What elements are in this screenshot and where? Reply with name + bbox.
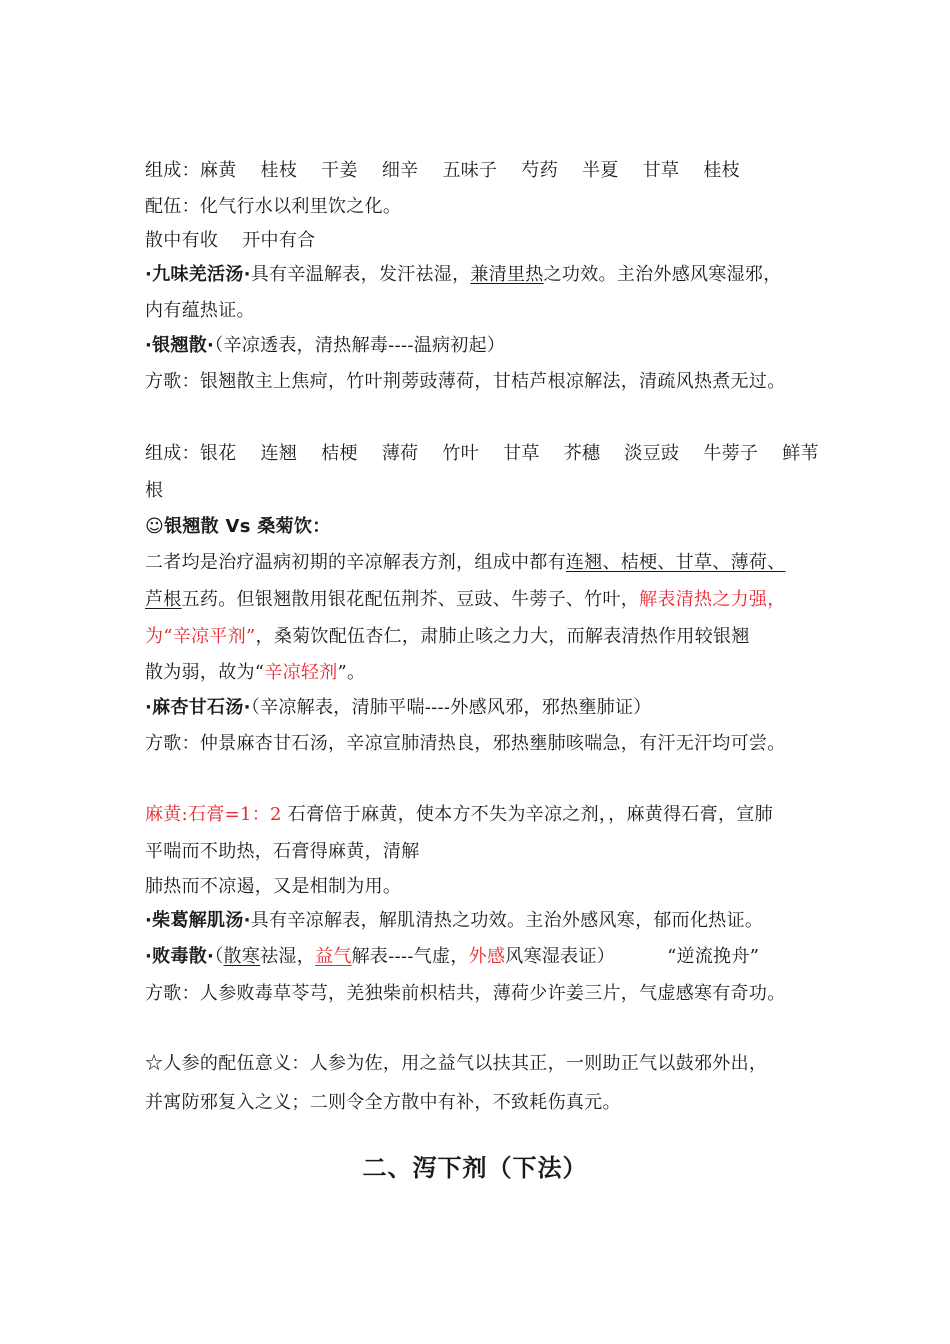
yinqiao-song: 方歌：银翘散主上焦疴，竹叶荆蒡豉薄荷，甘桔芦根凉解法，清疏风热煮无过。 bbox=[145, 371, 786, 392]
herb: 桔梗 bbox=[321, 443, 358, 464]
comparison-line-2 bbox=[145, 587, 825, 613]
baidu-song: 方歌：人参败毒草苓芎，羌独柴前枳桔共，薄荷少许姜三片，气虚感寒有奇功。 bbox=[145, 983, 786, 1004]
text: 具有辛温解表，发汗祛湿， bbox=[250, 264, 471, 285]
text: 具有辛凉解表，解肌清热之功效。主治外感风寒，郁而化热证。 bbox=[250, 910, 764, 931]
text: 五药。但银翘散用银花配伍荆芥、豆豉、牛蒡子、竹叶， bbox=[181, 589, 640, 610]
formula-title-yinqiao: ·银翘散· bbox=[145, 335, 215, 356]
ratio-line-3: 肺热而不凉遏，又是相制为用。 bbox=[145, 876, 402, 897]
text: 散为弱，故为“ bbox=[145, 662, 265, 683]
text: 石膏倍于麻黄，使本方不失为辛凉之剂，，麻黄得石膏，宣肺 bbox=[281, 804, 773, 825]
principle-a: 散中有收 bbox=[145, 230, 219, 251]
highlight-text: 辛凉轻剂 bbox=[264, 662, 338, 683]
maxing-song: 方歌：仲景麻杏甘石汤，辛凉宣肺清热良，邪热壅肺咳喘急，有汗无汗均可尝。 bbox=[145, 733, 786, 754]
formula-title-maxing: ·麻杏甘石汤· bbox=[145, 697, 251, 718]
text: ，桑菊饮配伍杏仁，肃肺止咳之力大，而解表清热作用较银翘 bbox=[255, 626, 750, 647]
herb: 芍药 bbox=[521, 160, 558, 181]
herb: 干姜 bbox=[321, 160, 358, 181]
text: 祛湿， bbox=[260, 946, 316, 967]
herb: 薄荷 bbox=[381, 443, 419, 464]
comparison-heading: ☺银翘散 Vs 桑菊饮： bbox=[145, 516, 331, 537]
comparison-line-3 bbox=[145, 624, 825, 650]
highlight-text: 解表清热之力强， bbox=[639, 589, 786, 610]
formula-title-jiuwei: ·九味羌活汤· bbox=[145, 264, 251, 285]
text: （辛凉解表，清肺平喘----外感风邪，邪热壅肺证） bbox=[250, 697, 652, 718]
formula-title-baidu: ·败毒散· bbox=[145, 946, 215, 967]
ratio-line-2: 平喘而不助热，石膏得麻黄，清解 bbox=[145, 841, 420, 862]
herb: 甘草 bbox=[503, 443, 540, 464]
herb: 半夏 bbox=[582, 160, 619, 181]
comparison-line-1 bbox=[145, 550, 825, 576]
composition-line-1 bbox=[145, 158, 825, 184]
underlined-text: 兼清里热 bbox=[470, 264, 544, 285]
ginseng-line-2: 并寓防邪复入之义；二则令全方散中有补，不致耗伤真元。 bbox=[145, 1092, 621, 1113]
herb: 淡豆豉 bbox=[624, 443, 680, 464]
principle-line bbox=[145, 228, 825, 254]
ratio-line bbox=[145, 802, 825, 828]
principle-b: 开中有合 bbox=[242, 230, 316, 251]
yinqiao-line bbox=[145, 333, 825, 359]
ratio-text: 麻黄:石膏=1：2 bbox=[145, 804, 282, 825]
herb: 五味子 bbox=[442, 160, 498, 181]
text: 之功效。主治外感风寒湿邪， bbox=[543, 264, 782, 285]
maxing-line bbox=[145, 695, 825, 721]
composition-line-2 bbox=[145, 441, 825, 467]
compatibility-line: 配伍：化气行水以利里饮之化。 bbox=[145, 196, 402, 217]
text: 解表----气虚， bbox=[351, 946, 469, 967]
herb: 牛蒡子 bbox=[703, 443, 759, 464]
underlined-text: 连翘、桔梗、甘草、薄荷、 bbox=[565, 552, 786, 573]
jiuwei-line-2: 内有蕴热证。 bbox=[145, 300, 255, 321]
text: （ bbox=[214, 946, 224, 967]
text: 风寒湿表证） bbox=[505, 946, 616, 967]
herb: 芥穗 bbox=[563, 443, 601, 464]
composition-label-2: 组成：银花 bbox=[145, 443, 237, 464]
herb: 甘草 bbox=[642, 160, 680, 181]
section-heading: 二、泻下剂（下法） bbox=[362, 1154, 588, 1182]
composition-line-2-cont: 根 bbox=[145, 480, 164, 501]
chaige-line bbox=[145, 908, 825, 934]
text: ”。 bbox=[337, 662, 366, 683]
herb: 连翘 bbox=[260, 443, 298, 464]
underlined-text: 散寒 bbox=[223, 946, 261, 967]
herb: 桂枝 bbox=[260, 160, 298, 181]
quote-text: “逆流挽舟” bbox=[667, 946, 760, 967]
composition-label-1: 组成：麻黄 bbox=[145, 160, 237, 181]
jiuwei-line bbox=[145, 262, 825, 288]
herb: 鲜苇 bbox=[782, 443, 819, 464]
herb: 细辛 bbox=[381, 160, 419, 181]
text: 二者均是治疗温病初期的辛凉解表方剂，组成中都有 bbox=[145, 552, 566, 573]
herb: 竹叶 bbox=[442, 443, 480, 464]
formula-title-chaige: ·柴葛解肌汤· bbox=[145, 910, 251, 931]
comparison-line-4 bbox=[145, 660, 825, 686]
highlight-underlined-text: 益气 bbox=[315, 946, 352, 967]
highlight-text: 外感 bbox=[468, 946, 506, 967]
underlined-text: 芦根 bbox=[145, 589, 182, 610]
ginseng-line-1: ☆人参的配伍意义：人参为佐，用之益气以扶其正，一则助正气以鼓邪外出， bbox=[145, 1053, 768, 1074]
highlight-text: 为“辛凉平剂” bbox=[145, 626, 256, 647]
baidu-line bbox=[145, 944, 825, 970]
text: （辛凉透表，清热解毒----温病初起） bbox=[214, 335, 506, 356]
herb: 桂枝 bbox=[703, 160, 740, 181]
